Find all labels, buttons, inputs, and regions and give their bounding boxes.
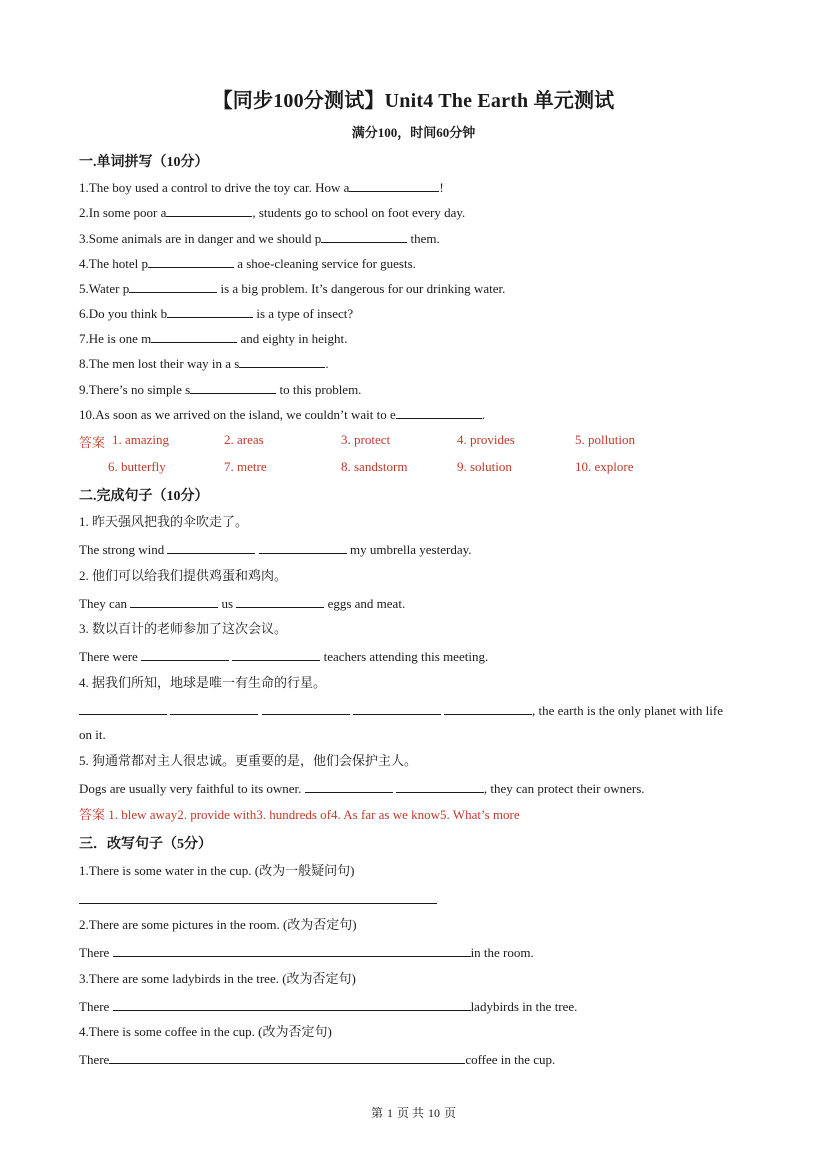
s1-answer: 9. solution	[457, 459, 512, 474]
s1-answer: 4. provides	[457, 432, 515, 447]
s2-q5-chinese: 5. 狗通常都对主人很忠诚。更重要的是，他们会保护主人。	[79, 753, 418, 768]
answer-blank[interactable]	[113, 944, 471, 957]
page-title: 【同步100分测试】Unit4 The Earth 单元测试	[212, 90, 615, 112]
answer-blank[interactable]	[109, 1051, 465, 1064]
page-number: 1	[386, 1106, 393, 1120]
s1-answer-label: 答案	[79, 435, 106, 450]
s1-question-1: 1.The boy used a control to drive the toy car. How a !	[79, 180, 444, 195]
s1-question-4: 4.The hotel p a shoe-cleaning service for guests.	[79, 256, 416, 271]
s3-question-1: 1.There is some water in the cup. (改为一般疑问句)	[79, 863, 355, 878]
s1-question-9: 9.There’s no simple s to this problem.	[79, 382, 362, 397]
answer-line[interactable]	[79, 903, 437, 904]
answer-blank[interactable]	[79, 702, 167, 715]
s2-q3-sentence: There were teachers attending this meeting.	[79, 649, 489, 664]
answer-blank[interactable]	[166, 204, 252, 217]
s2-answer: 答案 1. blew away2. provide with3. hundreds of4. As far as we know5. What’s more	[79, 807, 520, 822]
answer-blank[interactable]	[232, 648, 320, 661]
s3-question-3: 3.There are some ladybirds in the tree. (改为否定句)	[79, 971, 356, 986]
s1-question-5: 5.Water p is a big problem. It’s dangerous for our drinking water.	[79, 281, 506, 296]
answer-blank[interactable]	[353, 702, 441, 715]
s3-question-2: 2.There are some pictures in the room. (改为否定句)	[79, 917, 357, 932]
s2-q4-sentence: , the earth is the only planet with life	[79, 702, 723, 719]
answer-blank[interactable]	[129, 280, 217, 293]
s2-q1-chinese: 1. 昨天强风把我的伞吹走了。	[79, 514, 249, 529]
s3-question-4: 4.There is some coffee in the cup. (改为否定句)	[79, 1024, 332, 1039]
s2-q1-sentence: The strong wind my umbrella yesterday.	[79, 542, 472, 557]
s2-q4-chinese: 4. 据我们所知，地球是唯一有生命的行星。	[79, 675, 327, 690]
answer-blank[interactable]	[130, 595, 218, 608]
s2-q2-sentence: They can us eggs and meat.	[79, 596, 406, 611]
s3-q3-sentence: There ladybirds in the tree.	[79, 999, 578, 1014]
s3-q4-sentence: There coffee in the cup.	[79, 1052, 556, 1067]
answer-blank[interactable]	[148, 255, 234, 268]
s1-question-6: 6.Do you think b is a type of insect?	[79, 306, 354, 321]
s1-answer: 10. explore	[575, 459, 634, 474]
answer-blank[interactable]	[305, 780, 393, 793]
section2-heading: 二.完成句子（10分）	[79, 489, 209, 504]
answer-blank[interactable]	[167, 305, 253, 318]
s1-answer: 3. protect	[341, 432, 391, 447]
answer-blank[interactable]	[444, 702, 532, 715]
answer-blank[interactable]	[113, 998, 471, 1011]
s1-answer: 8. sandstorm	[341, 459, 408, 474]
s1-question-10: 10.As soon as we arrived on the island, we couldn’t wait to e .	[79, 407, 485, 422]
answer-blank[interactable]	[167, 541, 255, 554]
answer-blank[interactable]	[396, 406, 482, 419]
answer-blank[interactable]	[239, 355, 325, 368]
s2-q2-chinese: 2. 他们可以给我们提供鸡蛋和鸡肉。	[79, 568, 288, 583]
answer-blank[interactable]	[259, 541, 347, 554]
s2-q3-chinese: 3. 数以百计的老师参加了这次会议。	[79, 621, 288, 636]
answer-blank[interactable]	[170, 702, 258, 715]
s1-answer: 5. pollution	[575, 432, 635, 447]
s2-q4-continuation: on it.	[79, 727, 106, 742]
answer-blank[interactable]	[349, 179, 439, 192]
section3-heading: 三．改写句子（5分）	[79, 837, 212, 852]
answer-blank[interactable]	[321, 230, 407, 243]
s1-answer: 6. butterfly	[108, 459, 166, 474]
s3-q2-sentence: There in the room.	[79, 945, 534, 960]
page-footer: 第 1 页 共 10 页	[370, 1106, 457, 1120]
s1-question-7: 7.He is one m and eighty in height.	[79, 331, 348, 346]
s1-answer: 7. metre	[224, 459, 267, 474]
answer-blank[interactable]	[151, 330, 237, 343]
answer-blank[interactable]	[141, 648, 229, 661]
answer-blank[interactable]	[190, 381, 276, 394]
answer-blank[interactable]	[262, 702, 350, 715]
answer-blank[interactable]	[236, 595, 324, 608]
section1-heading: 一.单词拼写（10分）	[79, 155, 209, 170]
s1-answer: 1. amazing	[112, 432, 170, 447]
s1-answer: 2. areas	[224, 432, 264, 447]
s2-q5-sentence: Dogs are usually very faithful to its owner. , they can protect their owners.	[79, 781, 645, 796]
page-subtitle: 满分100，时间60分钟	[351, 125, 476, 140]
total-pages: 10	[428, 1106, 440, 1120]
s1-question-3: 3.Some animals are in danger and we should p them.	[79, 231, 440, 246]
s1-question-8: 8.The men lost their way in a s .	[79, 356, 329, 371]
s1-question-2: 2.In some poor a , students go to school on foot every day.	[79, 205, 466, 220]
answer-blank[interactable]	[396, 780, 484, 793]
